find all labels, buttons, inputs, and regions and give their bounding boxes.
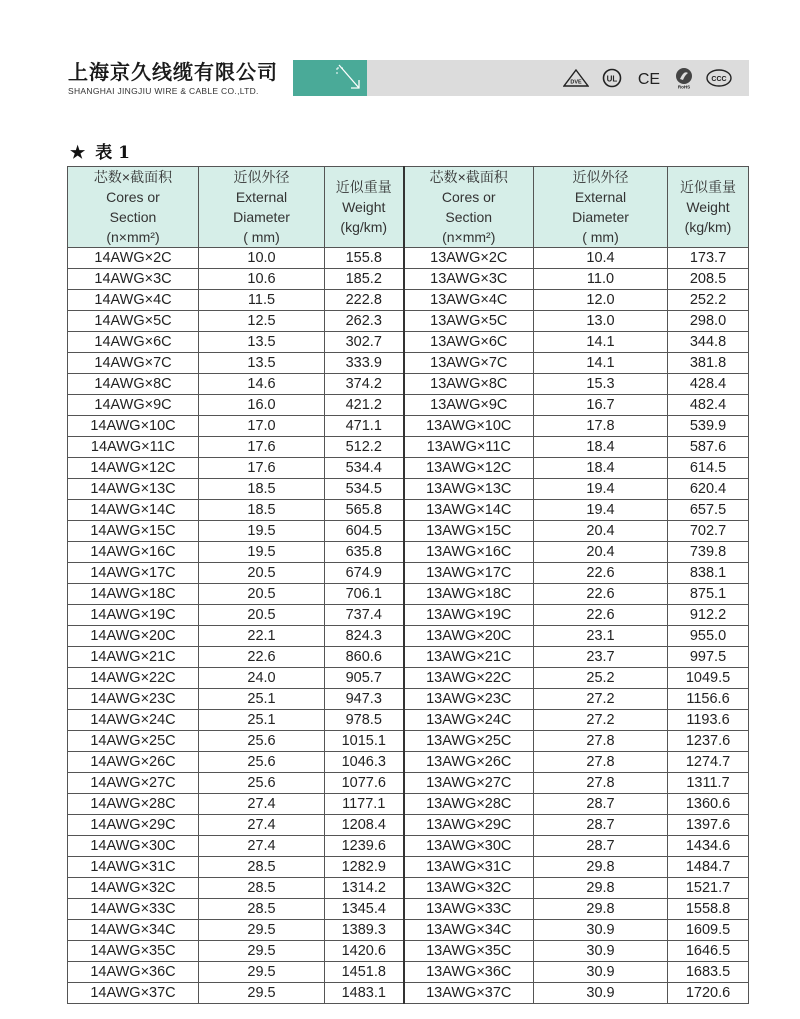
cell-left-weight: 222.8 xyxy=(325,290,404,311)
header-cores-section-right: 芯数×截面积 Cores or Section (n×mm²) xyxy=(404,167,534,248)
cell-right-cores-section: 13AWG×5C xyxy=(404,311,534,332)
cell-left-cores-section: 14AWG×3C xyxy=(68,269,199,290)
cell-left-cores-section: 14AWG×36C xyxy=(68,962,199,983)
table-row xyxy=(68,941,749,962)
cell-left-weight: 185.2 xyxy=(325,269,404,290)
table-row xyxy=(68,290,749,311)
table-row xyxy=(68,584,749,605)
cell-right-diameter: 17.8 xyxy=(534,416,668,437)
cell-left-weight: 1015.1 xyxy=(325,731,404,752)
cell-right-weight: 298.0 xyxy=(668,311,749,332)
cell-left-weight: 824.3 xyxy=(325,626,404,647)
cell-right-weight: 739.8 xyxy=(668,542,749,563)
cell-left-diameter: 18.5 xyxy=(199,479,325,500)
table-row xyxy=(68,836,749,857)
cell-right-diameter: 12.0 xyxy=(534,290,668,311)
cell-left-diameter: 29.5 xyxy=(199,962,325,983)
table-row xyxy=(68,353,749,374)
cell-left-diameter: 16.0 xyxy=(199,395,325,416)
cell-right-weight: 482.4 xyxy=(668,395,749,416)
cell-left-diameter: 10.0 xyxy=(199,248,325,269)
cell-right-diameter: 29.8 xyxy=(534,899,668,920)
cell-right-weight: 1193.6 xyxy=(668,710,749,731)
cell-right-weight: 702.7 xyxy=(668,521,749,542)
cell-left-cores-section: 14AWG×12C xyxy=(68,458,199,479)
cell-right-weight: 208.5 xyxy=(668,269,749,290)
cell-right-cores-section: 13AWG×18C xyxy=(404,584,534,605)
cell-left-weight: 333.9 xyxy=(325,353,404,374)
cell-left-cores-section: 14AWG×13C xyxy=(68,479,199,500)
cell-right-cores-section: 13AWG×20C xyxy=(404,626,534,647)
cell-left-cores-section: 14AWG×7C xyxy=(68,353,199,374)
cell-left-weight: 374.2 xyxy=(325,374,404,395)
cell-right-weight: 381.8 xyxy=(668,353,749,374)
cell-right-weight: 997.5 xyxy=(668,647,749,668)
cell-right-weight: 955.0 xyxy=(668,626,749,647)
cell-right-cores-section: 13AWG×11C xyxy=(404,437,534,458)
cell-left-diameter: 25.1 xyxy=(199,710,325,731)
cell-right-diameter: 30.9 xyxy=(534,920,668,941)
cell-right-cores-section: 13AWG×2C xyxy=(404,248,534,269)
cell-right-weight: 1049.5 xyxy=(668,668,749,689)
table-row xyxy=(68,899,749,920)
cell-right-diameter: 27.8 xyxy=(534,773,668,794)
table-row xyxy=(68,374,749,395)
cell-left-diameter: 22.6 xyxy=(199,647,325,668)
table-row xyxy=(68,773,749,794)
cell-right-diameter: 18.4 xyxy=(534,458,668,479)
cell-right-cores-section: 13AWG×28C xyxy=(404,794,534,815)
cell-right-weight: 344.8 xyxy=(668,332,749,353)
cell-right-cores-section: 13AWG×36C xyxy=(404,962,534,983)
cell-right-diameter: 27.2 xyxy=(534,710,668,731)
cell-left-cores-section: 14AWG×14C xyxy=(68,500,199,521)
company-name-cn: 上海京久线缆有限公司 xyxy=(68,60,278,84)
cell-right-diameter: 29.8 xyxy=(534,878,668,899)
cell-right-diameter: 18.4 xyxy=(534,437,668,458)
cell-left-diameter: 29.5 xyxy=(199,941,325,962)
cell-left-weight: 1389.3 xyxy=(325,920,404,941)
cell-left-cores-section: 14AWG×23C xyxy=(68,689,199,710)
cell-right-weight: 1311.7 xyxy=(668,773,749,794)
cell-left-weight: 262.3 xyxy=(325,311,404,332)
cell-left-diameter: 17.6 xyxy=(199,458,325,479)
cell-right-weight: 1237.6 xyxy=(668,731,749,752)
table-row xyxy=(68,248,749,269)
table-row xyxy=(68,437,749,458)
table-row xyxy=(68,269,749,290)
cell-right-diameter: 20.4 xyxy=(534,542,668,563)
cell-left-weight: 1239.6 xyxy=(325,836,404,857)
cell-left-weight: 421.2 xyxy=(325,395,404,416)
cell-right-weight: 173.7 xyxy=(668,248,749,269)
cell-left-diameter: 13.5 xyxy=(199,353,325,374)
cell-left-weight: 512.2 xyxy=(325,437,404,458)
cell-right-weight: 1609.5 xyxy=(668,920,749,941)
cell-left-weight: 905.7 xyxy=(325,668,404,689)
cell-left-weight: 1282.9 xyxy=(325,857,404,878)
cell-right-cores-section: 13AWG×13C xyxy=(404,479,534,500)
cell-right-diameter: 22.6 xyxy=(534,605,668,626)
cell-left-diameter: 27.4 xyxy=(199,794,325,815)
cell-left-weight: 947.3 xyxy=(325,689,404,710)
cable-spec-table xyxy=(67,166,749,1004)
cell-right-diameter: 27.2 xyxy=(534,689,668,710)
table-row xyxy=(68,815,749,836)
cell-right-cores-section: 13AWG×22C xyxy=(404,668,534,689)
cell-left-cores-section: 14AWG×17C xyxy=(68,563,199,584)
cell-left-weight: 1077.6 xyxy=(325,773,404,794)
cell-left-cores-section: 14AWG×10C xyxy=(68,416,199,437)
svg-text:CCC: CCC xyxy=(711,76,727,83)
cell-right-cores-section: 13AWG×26C xyxy=(404,752,534,773)
cell-right-weight: 1683.5 xyxy=(668,962,749,983)
cell-left-weight: 1345.4 xyxy=(325,899,404,920)
cell-right-diameter: 28.7 xyxy=(534,815,668,836)
cell-right-weight: 587.6 xyxy=(668,437,749,458)
cell-left-weight: 978.5 xyxy=(325,710,404,731)
cell-right-cores-section: 13AWG×21C xyxy=(404,647,534,668)
table-row xyxy=(68,710,749,731)
cell-left-diameter: 25.1 xyxy=(199,689,325,710)
rohs-cert-icon xyxy=(672,69,696,87)
cell-right-diameter: 29.8 xyxy=(534,857,668,878)
header-weight-left: 近似重量 Weight (kg/km) xyxy=(325,167,404,248)
table-title xyxy=(70,138,130,163)
table-row xyxy=(68,920,749,941)
cell-left-cores-section: 14AWG×16C xyxy=(68,542,199,563)
cell-right-diameter: 23.7 xyxy=(534,647,668,668)
cell-right-cores-section: 13AWG×27C xyxy=(404,773,534,794)
cell-right-diameter: 16.7 xyxy=(534,395,668,416)
table-row xyxy=(68,311,749,332)
svg-text:DVE: DVE xyxy=(570,79,582,86)
cell-left-weight: 1208.4 xyxy=(325,815,404,836)
cell-left-diameter: 20.5 xyxy=(199,563,325,584)
table-row xyxy=(68,752,749,773)
cell-right-cores-section: 13AWG×24C xyxy=(404,710,534,731)
cell-right-cores-section: 13AWG×10C xyxy=(404,416,534,437)
table-row xyxy=(68,416,749,437)
table-row xyxy=(68,794,749,815)
cell-right-diameter: 13.0 xyxy=(534,311,668,332)
cell-right-diameter: 28.7 xyxy=(534,836,668,857)
cell-left-diameter: 18.5 xyxy=(199,500,325,521)
table-row xyxy=(68,395,749,416)
cell-left-cores-section: 14AWG×35C xyxy=(68,941,199,962)
cell-left-diameter: 17.6 xyxy=(199,437,325,458)
cell-right-weight: 875.1 xyxy=(668,584,749,605)
cell-right-diameter: 10.4 xyxy=(534,248,668,269)
cell-right-cores-section: 13AWG×23C xyxy=(404,689,534,710)
cell-left-cores-section: 14AWG×26C xyxy=(68,752,199,773)
cell-right-cores-section: 13AWG×32C xyxy=(404,878,534,899)
cell-left-weight: 471.1 xyxy=(325,416,404,437)
header-diameter-right: 近似外径 External Diameter ( mm) xyxy=(534,167,668,248)
cell-right-cores-section: 13AWG×30C xyxy=(404,836,534,857)
cell-left-diameter: 10.6 xyxy=(199,269,325,290)
cell-right-cores-section: 13AWG×34C xyxy=(404,920,534,941)
cell-left-weight: 302.7 xyxy=(325,332,404,353)
cell-left-weight: 674.9 xyxy=(325,563,404,584)
cell-left-cores-section: 14AWG×9C xyxy=(68,395,199,416)
cell-right-weight: 428.4 xyxy=(668,374,749,395)
table-row xyxy=(68,479,749,500)
cell-right-cores-section: 13AWG×14C xyxy=(404,500,534,521)
cell-right-diameter: 25.2 xyxy=(534,668,668,689)
cell-left-diameter: 17.0 xyxy=(199,416,325,437)
table-row xyxy=(68,647,749,668)
brand-accent-block xyxy=(293,60,367,96)
cell-left-weight: 737.4 xyxy=(325,605,404,626)
cell-left-weight: 565.8 xyxy=(325,500,404,521)
cell-right-diameter: 19.4 xyxy=(534,500,668,521)
svg-text:CE: CE xyxy=(637,71,661,87)
cell-left-cores-section: 14AWG×20C xyxy=(68,626,199,647)
cell-left-diameter: 11.5 xyxy=(199,290,325,311)
cell-right-cores-section: 13AWG×9C xyxy=(404,395,534,416)
header-cores-section-left: 芯数×截面积 Cores or Section (n×mm²) xyxy=(68,167,199,248)
cell-right-cores-section: 13AWG×8C xyxy=(404,374,534,395)
cell-right-weight: 1720.6 xyxy=(668,983,749,1004)
table-title-text: 表 1 xyxy=(95,143,130,163)
cell-left-diameter: 20.5 xyxy=(199,605,325,626)
cell-left-diameter: 20.5 xyxy=(199,584,325,605)
cell-right-cores-section: 13AWG×3C xyxy=(404,269,534,290)
cell-right-diameter: 19.4 xyxy=(534,479,668,500)
cell-right-diameter: 11.0 xyxy=(534,269,668,290)
cell-left-cores-section: 14AWG×4C xyxy=(68,290,199,311)
table-row xyxy=(68,605,749,626)
cell-left-weight: 604.5 xyxy=(325,521,404,542)
cell-left-diameter: 27.4 xyxy=(199,815,325,836)
svg-text:RoHS: RoHS xyxy=(677,84,691,89)
dve-cert-icon xyxy=(563,69,589,87)
cell-right-cores-section: 13AWG×29C xyxy=(404,815,534,836)
cell-left-cores-section: 14AWG×22C xyxy=(68,668,199,689)
cell-right-diameter: 28.7 xyxy=(534,794,668,815)
cell-left-cores-section: 14AWG×11C xyxy=(68,437,199,458)
cell-left-diameter: 14.6 xyxy=(199,374,325,395)
table-row xyxy=(68,521,749,542)
cell-left-cores-section: 14AWG×2C xyxy=(68,248,199,269)
table-row xyxy=(68,332,749,353)
cell-left-diameter: 25.6 xyxy=(199,731,325,752)
cell-left-weight: 534.5 xyxy=(325,479,404,500)
cell-left-cores-section: 14AWG×37C xyxy=(68,983,199,1004)
cell-left-diameter: 12.5 xyxy=(199,311,325,332)
cell-left-diameter: 28.5 xyxy=(199,878,325,899)
table-row xyxy=(68,542,749,563)
cell-right-cores-section: 13AWG×4C xyxy=(404,290,534,311)
cell-right-weight: 1558.8 xyxy=(668,899,749,920)
cell-left-diameter: 28.5 xyxy=(199,857,325,878)
cell-right-weight: 912.2 xyxy=(668,605,749,626)
cell-right-weight: 1484.7 xyxy=(668,857,749,878)
cell-right-cores-section: 13AWG×12C xyxy=(404,458,534,479)
cell-right-cores-section: 13AWG×37C xyxy=(404,983,534,1004)
cell-left-diameter: 19.5 xyxy=(199,521,325,542)
cell-left-cores-section: 14AWG×34C xyxy=(68,920,199,941)
cell-right-weight: 1434.6 xyxy=(668,836,749,857)
cell-left-cores-section: 14AWG×29C xyxy=(68,815,199,836)
cell-left-weight: 1420.6 xyxy=(325,941,404,962)
table-row xyxy=(68,563,749,584)
cell-right-diameter: 27.8 xyxy=(534,752,668,773)
table-body xyxy=(68,248,749,1004)
cell-left-cores-section: 14AWG×6C xyxy=(68,332,199,353)
cell-right-diameter: 14.1 xyxy=(534,332,668,353)
cell-right-diameter: 30.9 xyxy=(534,962,668,983)
cell-left-diameter: 27.4 xyxy=(199,836,325,857)
company-name-en: SHANGHAI JINGJIU WIRE & CABLE CO.,LTD. xyxy=(68,86,259,96)
table-row xyxy=(68,668,749,689)
table-row xyxy=(68,962,749,983)
cell-right-diameter: 30.9 xyxy=(534,983,668,1004)
cell-right-weight: 1521.7 xyxy=(668,878,749,899)
cell-right-weight: 1360.6 xyxy=(668,794,749,815)
cell-right-weight: 1646.5 xyxy=(668,941,749,962)
cell-left-cores-section: 14AWG×21C xyxy=(68,647,199,668)
cell-left-cores-section: 14AWG×28C xyxy=(68,794,199,815)
cell-left-cores-section: 14AWG×19C xyxy=(68,605,199,626)
cell-left-weight: 534.4 xyxy=(325,458,404,479)
cell-left-weight: 1314.2 xyxy=(325,878,404,899)
cell-left-cores-section: 14AWG×15C xyxy=(68,521,199,542)
cell-right-cores-section: 13AWG×15C xyxy=(404,521,534,542)
table-row xyxy=(68,857,749,878)
cell-left-weight: 1046.3 xyxy=(325,752,404,773)
cell-left-diameter: 22.1 xyxy=(199,626,325,647)
cell-right-weight: 539.9 xyxy=(668,416,749,437)
cell-right-diameter: 30.9 xyxy=(534,941,668,962)
cell-right-cores-section: 13AWG×16C xyxy=(404,542,534,563)
cell-right-diameter: 22.6 xyxy=(534,584,668,605)
cell-left-diameter: 29.5 xyxy=(199,983,325,1004)
cell-right-weight: 838.1 xyxy=(668,563,749,584)
header-weight-right: 近似重量 Weight (kg/km) xyxy=(668,167,749,248)
cell-right-cores-section: 13AWG×33C xyxy=(404,899,534,920)
cell-left-diameter: 24.0 xyxy=(199,668,325,689)
cell-left-weight: 1483.1 xyxy=(325,983,404,1004)
cell-right-cores-section: 13AWG×25C xyxy=(404,731,534,752)
cell-left-diameter: 25.6 xyxy=(199,773,325,794)
cell-left-weight: 706.1 xyxy=(325,584,404,605)
cell-right-diameter: 20.4 xyxy=(534,521,668,542)
cell-left-cores-section: 14AWG×8C xyxy=(68,374,199,395)
page-header xyxy=(0,0,800,100)
cell-left-cores-section: 14AWG×33C xyxy=(68,899,199,920)
cell-left-weight: 635.8 xyxy=(325,542,404,563)
ul-cert-icon xyxy=(601,69,623,87)
cell-left-weight: 155.8 xyxy=(325,248,404,269)
cell-right-cores-section: 13AWG×19C xyxy=(404,605,534,626)
cell-right-weight: 252.2 xyxy=(668,290,749,311)
cell-right-cores-section: 13AWG×17C xyxy=(404,563,534,584)
table-row xyxy=(68,878,749,899)
svg-text:UL: UL xyxy=(606,74,618,84)
cell-left-diameter: 13.5 xyxy=(199,332,325,353)
cell-right-weight: 1156.6 xyxy=(668,689,749,710)
ccc-cert-icon xyxy=(706,69,732,87)
cell-right-cores-section: 13AWG×7C xyxy=(404,353,534,374)
cell-right-cores-section: 13AWG×35C xyxy=(404,941,534,962)
cell-left-diameter: 19.5 xyxy=(199,542,325,563)
cell-right-weight: 1397.6 xyxy=(668,815,749,836)
cell-left-cores-section: 14AWG×31C xyxy=(68,857,199,878)
cell-right-weight: 657.5 xyxy=(668,500,749,521)
cell-left-cores-section: 14AWG×27C xyxy=(68,773,199,794)
cell-left-weight: 860.6 xyxy=(325,647,404,668)
header-diameter-left: 近似外径 External Diameter ( mm) xyxy=(199,167,325,248)
cell-left-cores-section: 14AWG×32C xyxy=(68,878,199,899)
star-icon: ★ xyxy=(70,143,86,163)
cell-left-cores-section: 14AWG×30C xyxy=(68,836,199,857)
table-row xyxy=(68,731,749,752)
cell-right-diameter: 14.1 xyxy=(534,353,668,374)
cell-left-cores-section: 14AWG×25C xyxy=(68,731,199,752)
cell-right-diameter: 22.6 xyxy=(534,563,668,584)
cell-left-weight: 1177.1 xyxy=(325,794,404,815)
table-row xyxy=(68,500,749,521)
cell-right-diameter: 27.8 xyxy=(534,731,668,752)
table-row xyxy=(68,983,749,1004)
cell-left-cores-section: 14AWG×5C xyxy=(68,311,199,332)
cell-left-diameter: 28.5 xyxy=(199,899,325,920)
cell-right-diameter: 23.1 xyxy=(534,626,668,647)
cell-right-cores-section: 13AWG×31C xyxy=(404,857,534,878)
cell-left-cores-section: 14AWG×18C xyxy=(68,584,199,605)
cell-left-weight: 1451.8 xyxy=(325,962,404,983)
cell-left-diameter: 25.6 xyxy=(199,752,325,773)
table-row xyxy=(68,626,749,647)
cell-right-weight: 620.4 xyxy=(668,479,749,500)
cell-right-cores-section: 13AWG×6C xyxy=(404,332,534,353)
table-header-row xyxy=(68,167,749,248)
table-row xyxy=(68,689,749,710)
table-row xyxy=(68,458,749,479)
cell-right-weight: 614.5 xyxy=(668,458,749,479)
cell-right-diameter: 15.3 xyxy=(534,374,668,395)
ce-cert-icon xyxy=(636,69,662,87)
cell-left-cores-section: 14AWG×24C xyxy=(68,710,199,731)
cell-left-diameter: 29.5 xyxy=(199,920,325,941)
cell-right-weight: 1274.7 xyxy=(668,752,749,773)
